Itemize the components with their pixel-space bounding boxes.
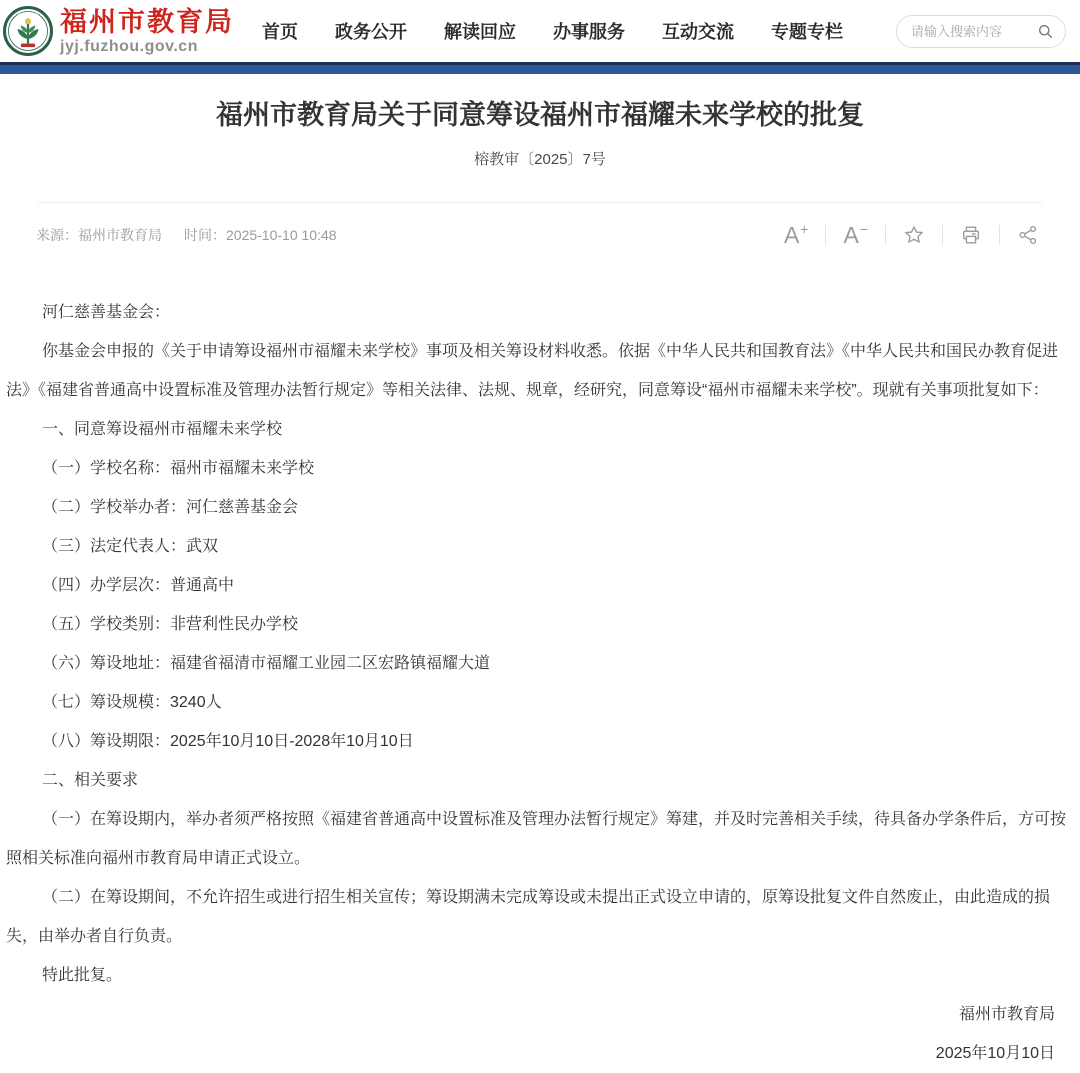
article-toolbar [767, 223, 1056, 247]
paragraph: 一、同意筹设福州市福耀未来学校 [42, 421, 283, 438]
meta-time: 时间：2025-10-10 10:48 [184, 227, 337, 243]
search-input[interactable] [909, 23, 1038, 40]
document-number: 榕教审〔2025〕7号 [474, 151, 606, 168]
print-icon[interactable] [943, 223, 999, 247]
favorite-star-icon[interactable] [886, 223, 942, 247]
search-icon[interactable] [1038, 24, 1053, 39]
share-icon[interactable] [1000, 223, 1056, 247]
signature-block [0, 995, 1080, 1073]
paragraph: （一）在筹设期内，举办者须严格按照《福建省普通高中设置标准及管理办法暂行规定》筹建，并及时完善相关手续，待具备办学条件后，方可按照相关标准向福州市教育局申请正式设立。 [6, 811, 1067, 867]
signature-org: 福州市教育局 [958, 1006, 1055, 1023]
search-box [896, 15, 1066, 48]
brand-block [60, 7, 234, 56]
paragraph: 二、相关要求 [42, 772, 139, 789]
nav-item[interactable]: 首页 [262, 22, 298, 42]
site-domain: jyj.fuzhou.gov.cn [60, 37, 198, 55]
paragraph: （一）学校名称：福州市福耀未来学校 [42, 460, 315, 477]
nav-item[interactable]: 办事服务 [553, 22, 625, 42]
page-title: 福州市教育局关于同意筹设福州市福耀未来学校的批复 [216, 100, 864, 130]
paragraph: 特此批复。 [42, 967, 123, 984]
fuzhou-education-logo[interactable] [2, 5, 54, 57]
meta-source: 来源：福州市教育局 [36, 227, 162, 243]
paragraph: （三）法定代表人：武双 [42, 538, 219, 555]
nav-item[interactable]: 互动交流 [662, 22, 734, 42]
paragraph: 河仁慈善基金会： [42, 304, 171, 321]
paragraph: （二）学校举办者：河仁慈善基金会 [42, 499, 299, 516]
paragraph: （六）筹设地址：福建省福清市福耀工业园二区宏路镇福耀大道 [42, 655, 491, 672]
paragraph: （二）在筹设期间，不允许招生或进行招生相关宣传；筹设期满未完成筹设或未提出正式设立申请的，原筹设批复文件自然废止，由此造成的损失，由举办者自行负责。 [6, 889, 1051, 945]
document-body [0, 267, 1080, 995]
article-meta [36, 225, 337, 245]
paragraph: （七）筹设规模：3240人 [42, 694, 222, 711]
nav-item[interactable]: 解读回应 [444, 22, 516, 42]
font-decrease-button[interactable]: A − [843, 221, 868, 248]
signature-date: 2025年10月10日 [935, 1045, 1055, 1062]
paragraph: （八）筹设期限：2025年10月10日-2028年10月10日 [42, 733, 414, 750]
site-header [0, 0, 1080, 62]
site-name: 福州市教育局 [60, 6, 234, 37]
font-increase-button[interactable]: A + [783, 221, 809, 248]
nav-item[interactable]: 专题专栏 [771, 22, 843, 42]
paragraph: （四）办学层次：普通高中 [42, 577, 235, 594]
nav-item[interactable]: 政务公开 [335, 22, 407, 42]
meta-row [0, 203, 1080, 267]
blue-divider-bar [0, 62, 1080, 74]
main-nav [262, 18, 843, 44]
paragraph: 你基金会申报的《关于申请筹设福州市福耀未来学校》事项及相关筹设材料收悉。依据《中华人民共和国教育法》《中华人民共和国民办教育促进法》《福建省普通高中设置标准及管理办法暂行规定》等相关法律、法规、规章，经研究，同意筹设“福州市福耀未来学校”。现就有关事项批复如下： [6, 343, 1059, 399]
paragraph: （五）学校类别：非营利性民办学校 [42, 616, 299, 633]
